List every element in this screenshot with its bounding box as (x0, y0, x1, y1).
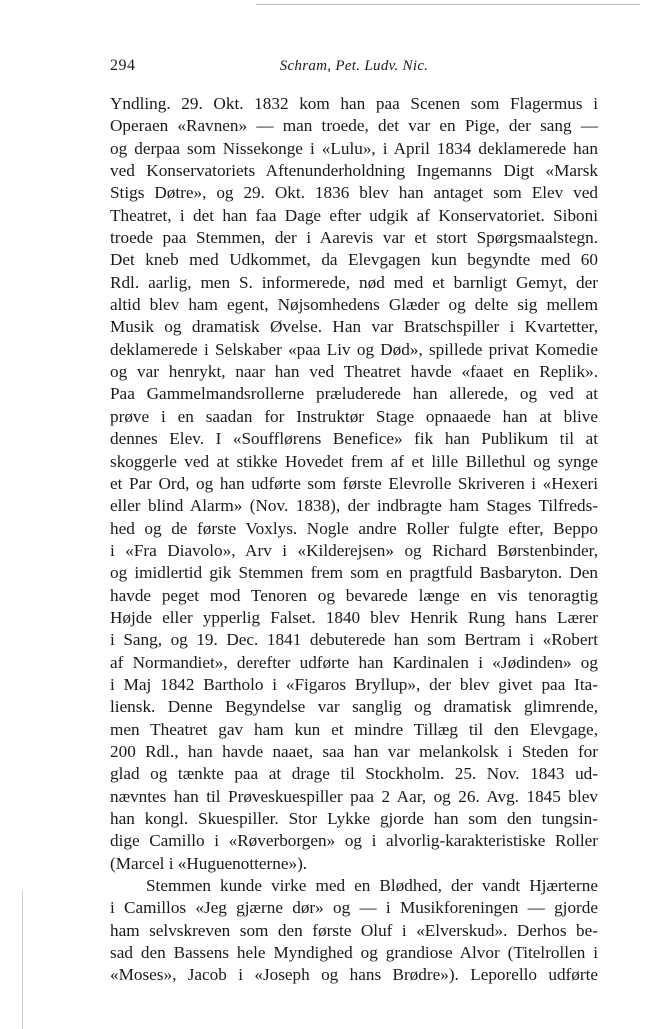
text-line: Stigs Døtre», og 29. Okt. 1836 blev han antaget som Elev ved (110, 183, 598, 203)
text-line: Rdl. aarlig, men S. informerede, nød med et barnligt Gemyt, der (110, 272, 598, 292)
text-line: skoggerle ved at stikke Hovedet frem af et lille Billethul og synge (110, 451, 598, 471)
text-line: Theatret, i det han faa Dage efter udgik af Konservatoriet. Siboni (110, 205, 598, 225)
text-line: hed og de første Voxlys. Nogle andre Roller fulgte efter, Beppo (110, 518, 598, 538)
text-line: ham selvskreven som den første Oluf i «Elverskud». Derhos be- (110, 920, 598, 940)
text-line: dige Camillo i «Røverborgen» og i alvorlig-karakteristiske Roller (110, 831, 598, 851)
text-line: men Theatret gav ham kun et mindre Tillæg til den Elevgage, (110, 719, 598, 739)
running-title: Schram, Pet. Ludv. Nic. (279, 58, 429, 74)
text-line: glad og tænkte paa at drage til Stockholm. 25. Nov. 1843 ud- (110, 764, 598, 784)
text-line: Paa Gammelmandsrollerne præluderede han allerede, og ved at (110, 384, 598, 404)
text-line: altid blev ham egent, Nøjsomhedens Glæder og delte sig mellem (110, 295, 598, 315)
text-line: ved Konservatoriets Aftenunderholdning Ingemanns Digt «Marsk (110, 161, 598, 181)
text-line: og imidlertid gik Stemmen frem som en pragtfuld Basbaryton. Den (110, 563, 598, 583)
top-rule (256, 4, 640, 5)
text-line: Musik og dramatisk Øvelse. Han var Bratschspiller i Kvartetter, (110, 317, 598, 337)
text-line: og var henrykt, naar han ved Theatret havde «faaet en Replik». (110, 362, 598, 382)
text-line: Højde eller ypperlig Falset. 1840 blev Henrik Rung hans Lærer (110, 607, 598, 627)
text-line: eller blind Alarm» (Nov. 1838), der indbragte ham Stages Tilfreds- (110, 496, 598, 516)
left-margin-rule (22, 890, 23, 1029)
text-line: havde peget mod Tenoren og bevarede længe en vis tenoragtig (110, 585, 598, 605)
text-line: 200 Rdl., han havde naaet, saa han var melankolsk i Steden for (110, 741, 598, 761)
text-line: af Normandiet», derefter udførte han Kardinalen i «Jødinden» og (110, 652, 598, 672)
text-line: han kongl. Skuespiller. Stor Lykke gjorde han som den tungsin- (110, 809, 598, 828)
text-line: dennes Elev. I «Soufflørens Benefice» fik han Publikum til at (110, 429, 598, 449)
text-line: nævntes han til Prøveskuespiller paa 2 Aar, og 26. Avg. 1845 blev (110, 786, 598, 806)
text-line: (Marcel i «Huguenotterne»). (110, 853, 308, 873)
running-head (110, 57, 598, 83)
text-line: «Moses», Jacob i «Joseph og hans Brødre»). Leporello udførte (110, 965, 598, 985)
text-line: Yndling. 29. Okt. 1832 kom han paa Scenen som Flagermus i (110, 94, 598, 113)
body-text (110, 93, 598, 987)
text-line: et Par Ord, og han udførte som første Elevrolle Skriveren i «Hexeri (110, 473, 598, 493)
text-line: i Camillos «Jeg gjærne dør» og — i Musikforeningen — gjorde (110, 898, 598, 918)
text-line: i Maj 1842 Bartholo i «Figaros Bryllup», der blev givet paa Ita- (110, 674, 598, 694)
page-number: 294 (110, 57, 136, 74)
text-line: prøve i en saadan for Instruktør Stage opnaaede han at blive (110, 406, 598, 426)
text-line: deklamerede i Selskaber «paa Liv og Død», spillede privat Komedie (110, 339, 598, 359)
text-line: sad den Bassens hele Myndighed og grandiose Alvor (Titelrollen i (110, 943, 598, 963)
text-line: i Sang, og 19. Dec. 1841 debuterede han som Bertram i «Robert (110, 630, 598, 650)
text-line: i «Fra Diavolo», Arv i «Kilderejsen» og Richard Børstenbinder, (110, 540, 598, 560)
text-line: troede paa Stemmen, der i Aarevis var et stort Spørgsmaalstegn. (110, 228, 598, 248)
text-line: Operaen «Ravnen» — man troede, det var en Pige, der sang — (110, 116, 598, 136)
text-line: Det kneb med Udkommet, da Elevgagen kun begyndte med 60 (110, 250, 598, 270)
text-line: liensk. Denne Begyndelse var sanglig og dramatisk glimrende, (110, 697, 598, 717)
text-line: Stemmen kunde virke med en Blødhed, der vandt Hjærterne (146, 876, 598, 896)
text-line: og derpaa som Nissekonge i «Lulu», i April 1834 deklamerede han (110, 138, 598, 158)
